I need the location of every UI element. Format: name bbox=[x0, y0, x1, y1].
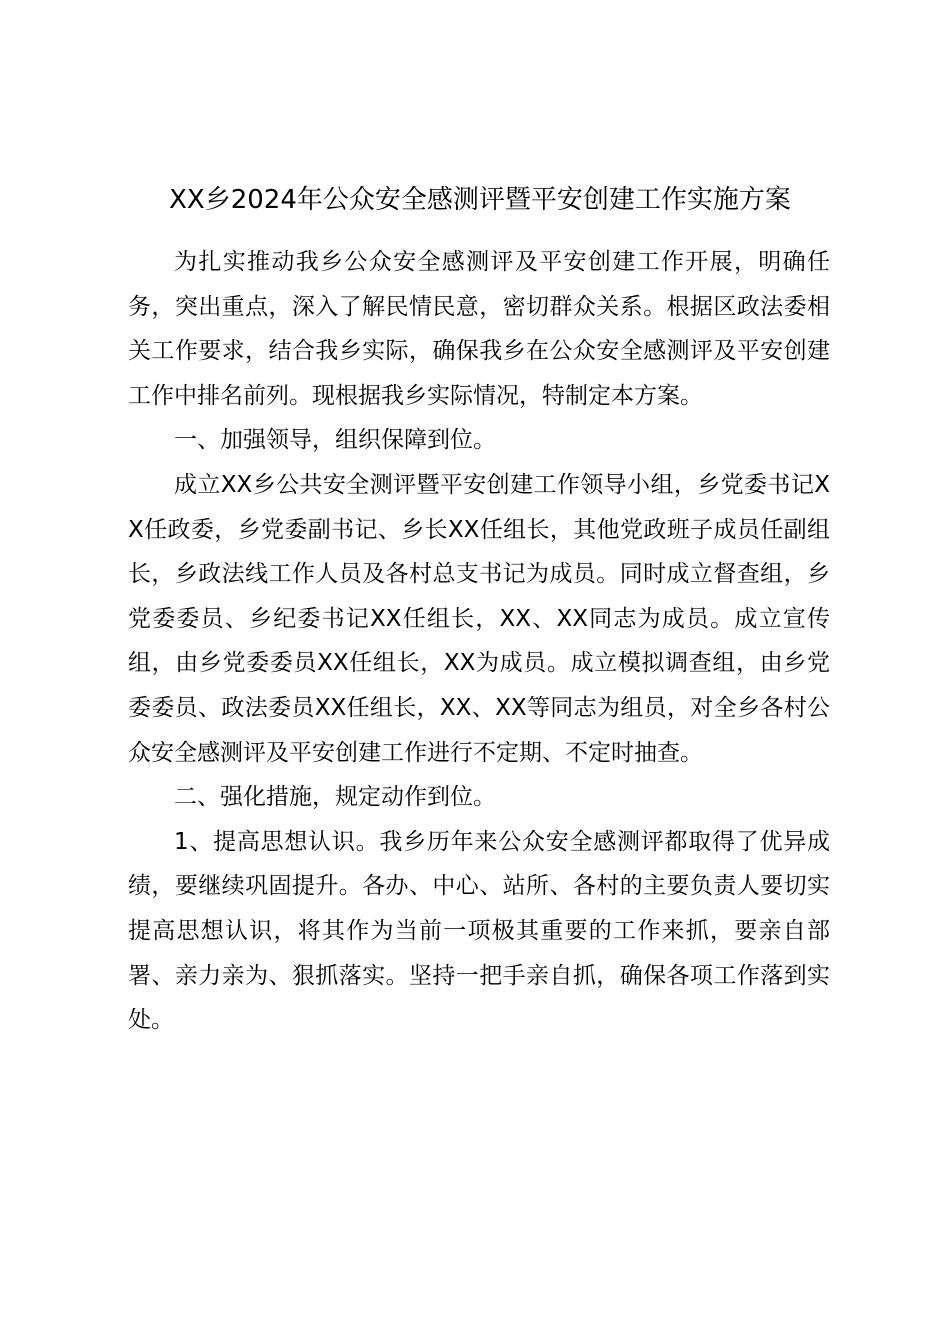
document-title: XX乡2024年公众安全感测评暨平安创建工作实施方案 bbox=[169, 185, 791, 215]
measures-paragraph: 1、提高思想认识。我乡历年来公众安全感测评都取得了优异成绩，要继续巩固提升。各办、中心、站所、各村的主要负责人要切实提高思想认识，将其作为当前一项极其重要的工作来抓，要亲自部署、亲力亲为、狠抓落实。坚持一把手亲自抓，确保各项工作落到实处。 bbox=[128, 828, 830, 1034]
section-heading-1: 一、加强领导，组织保障到位。 bbox=[174, 427, 496, 454]
intro-paragraph: 为扎实推动我乡公众安全感测评及平安创建工作开展，明确任务，突出重点，深入了解民情民意，密切群众关系。根据区政法委相关工作要求，结合我乡实际，确保我乡在公众安全感测评及平安创建工作中排名前列。现根据我乡实际情况，特制定本方案。 bbox=[128, 249, 830, 409]
section-heading-2: 二、强化措施，规定动作到位。 bbox=[174, 784, 496, 811]
document-body bbox=[128, 240, 830, 1043]
leadership-paragraph: 成立XX乡公共安全测评暨平安创建工作领导小组，乡党委书记XX任政委，乡党委副书记、乡长XX任组长，其他党政班子成员任副组长，乡政法线工作人员及各村总支书记为成员。同时成立督查组，乡党委委员、乡纪委书记XX任组长，XX、XX同志为成员。成立宣传组，由乡党委委员XX任组长，XX为成员。成立模拟调查组，由乡党委委员、政法委员XX任组长，XX、XX等同志为组员，对全乡各村公众安全感测评及平安创建工作进行不定期、不定时抽查。 bbox=[128, 471, 830, 766]
